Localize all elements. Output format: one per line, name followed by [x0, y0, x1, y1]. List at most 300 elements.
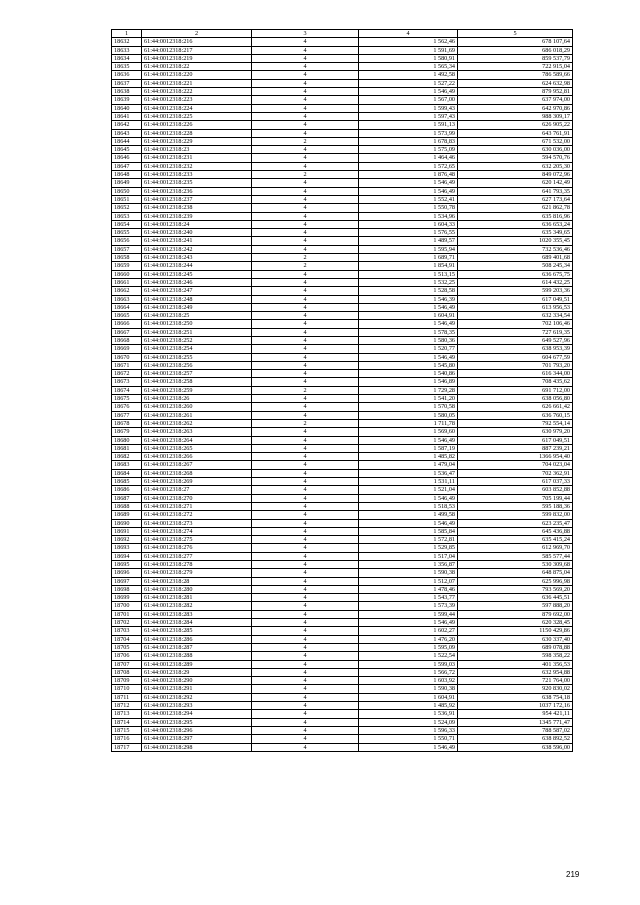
table-cell: 61:44:0012318:275: [142, 536, 252, 544]
table-cell: 689 078,88: [458, 643, 573, 651]
table-cell: 603 852,88: [458, 486, 573, 494]
table-cell: 613 956,53: [458, 303, 573, 311]
table-cell: 4: [252, 270, 359, 278]
table-cell: 4: [252, 643, 359, 651]
table-cell: 18670: [112, 353, 142, 361]
table-cell: 636 653,24: [458, 220, 573, 228]
table-row: [112, 668, 573, 676]
table-cell: 635 415,24: [458, 536, 573, 544]
table-cell: 1 576,55: [359, 229, 458, 237]
table-cell: 18647: [112, 162, 142, 170]
table-row: [112, 585, 573, 593]
table-cell: 61:44:0012318:23: [142, 146, 252, 154]
table-cell: 61:44:0012318:280: [142, 585, 252, 593]
table-cell: 1 546,49: [359, 619, 458, 627]
table-cell: 61:44:0012318:268: [142, 469, 252, 477]
table-cell: 1 546,49: [359, 519, 458, 527]
table-cell: 630 979,20: [458, 428, 573, 436]
table-cell: 61:44:0012318:244: [142, 262, 252, 270]
table-row: [112, 610, 573, 618]
table-cell: 18680: [112, 436, 142, 444]
table-cell: 4: [252, 478, 359, 486]
table-row: [112, 569, 573, 577]
table-cell: 18711: [112, 693, 142, 701]
table-cell: 61:44:0012318:295: [142, 718, 252, 726]
table-cell: 61:44:0012318:238: [142, 204, 252, 212]
table-cell: 638 892,52: [458, 735, 573, 743]
table-cell: 18677: [112, 411, 142, 419]
table-cell: 1 485,82: [359, 453, 458, 461]
table-cell: 61:44:0012318:242: [142, 245, 252, 253]
table-row: [112, 710, 573, 718]
table-cell: 61:44:0012318:288: [142, 652, 252, 660]
table-cell: 4: [252, 635, 359, 643]
table-row: [112, 312, 573, 320]
table-cell: 1 580,91: [359, 54, 458, 62]
table-cell: 18635: [112, 63, 142, 71]
table-cell: 1150 429,86: [458, 627, 573, 635]
table-row: [112, 561, 573, 569]
table-cell: 689 401,68: [458, 254, 573, 262]
table-cell: 4: [252, 129, 359, 137]
table-cell: 4: [252, 677, 359, 685]
table-cell: 4: [252, 146, 359, 154]
table-cell: 61:44:0012318:247: [142, 287, 252, 295]
column-header: 4: [359, 30, 458, 38]
table-cell: 1 711,78: [359, 419, 458, 427]
table-cell: 508 245,34: [458, 262, 573, 270]
table-cell: 61:44:0012318:239: [142, 212, 252, 220]
table-cell: 18659: [112, 262, 142, 270]
table-row: [112, 411, 573, 419]
table-row: [112, 403, 573, 411]
table-cell: 61:44:0012318:258: [142, 378, 252, 386]
table-cell: 1 580,36: [359, 336, 458, 344]
table-cell: 1 689,71: [359, 254, 458, 262]
table-cell: 61:44:0012318:259: [142, 386, 252, 394]
table-cell: 626 905,22: [458, 121, 573, 129]
table-cell: 621 862,78: [458, 204, 573, 212]
table-cell: 4: [252, 345, 359, 353]
table-row: [112, 187, 573, 195]
table-cell: 4: [252, 660, 359, 668]
table-cell: 4: [252, 320, 359, 328]
table-cell: 18672: [112, 370, 142, 378]
table-cell: 630 337,40: [458, 635, 573, 643]
table-cell: 18687: [112, 494, 142, 502]
table-cell: 4: [252, 237, 359, 245]
table-row: [112, 552, 573, 560]
table-row: [112, 295, 573, 303]
table-cell: 61:44:0012318:229: [142, 137, 252, 145]
table-cell: 1 543,77: [359, 594, 458, 602]
table-cell: 4: [252, 743, 359, 751]
table-cell: 61:44:0012318:216: [142, 38, 252, 46]
table-cell: 1 591,69: [359, 46, 458, 54]
table-row: [112, 743, 573, 751]
table-cell: 18637: [112, 79, 142, 87]
table-cell: 18683: [112, 461, 142, 469]
table-cell: 18645: [112, 146, 142, 154]
table-cell: 1 476,20: [359, 635, 458, 643]
table-cell: 18679: [112, 428, 142, 436]
table-cell: 18713: [112, 710, 142, 718]
table-row: [112, 602, 573, 610]
table-row: [112, 121, 573, 129]
table-cell: 61:44:0012318:290: [142, 677, 252, 685]
table-cell: 4: [252, 395, 359, 403]
table-cell: 4: [252, 79, 359, 87]
table-cell: 18639: [112, 96, 142, 104]
table-cell: 1 520,77: [359, 345, 458, 353]
table-cell: 4: [252, 88, 359, 96]
table-cell: 4: [252, 187, 359, 195]
table-row: [112, 320, 573, 328]
table-cell: 18716: [112, 735, 142, 743]
table-cell: 61:44:0012318:296: [142, 726, 252, 734]
table-cell: 1 590,38: [359, 569, 458, 577]
table-cell: 18669: [112, 345, 142, 353]
table-cell: 18707: [112, 660, 142, 668]
table-cell: 1 599,03: [359, 660, 458, 668]
table-cell: 1 532,25: [359, 278, 458, 286]
table-row: [112, 245, 573, 253]
table-row: [112, 270, 573, 278]
table-cell: 61:44:0012318:286: [142, 635, 252, 643]
table-cell: 1 595,94: [359, 245, 458, 253]
table-cell: 1 580,05: [359, 411, 458, 419]
table-row: [112, 179, 573, 187]
table-cell: 18699: [112, 594, 142, 602]
table-cell: 61:44:0012318:284: [142, 619, 252, 627]
table-row: [112, 345, 573, 353]
table-cell: 1 590,38: [359, 685, 458, 693]
table-cell: 4: [252, 536, 359, 544]
table-cell: 1 729,28: [359, 386, 458, 394]
table-cell: 4: [252, 594, 359, 602]
table-cell: 18666: [112, 320, 142, 328]
table-cell: 616 344,00: [458, 370, 573, 378]
table-cell: 671 532,00: [458, 137, 573, 145]
table-cell: 18689: [112, 511, 142, 519]
table-cell: 1 546,49: [359, 353, 458, 361]
table-cell: 61:44:0012318:237: [142, 195, 252, 203]
table-cell: 1 876,48: [359, 171, 458, 179]
table-row: [112, 88, 573, 96]
table-cell: 61:44:0012318:267: [142, 461, 252, 469]
table-cell: 1 536,91: [359, 710, 458, 718]
table-cell: 61:44:0012318:257: [142, 370, 252, 378]
table-cell: 1 524,09: [359, 718, 458, 726]
table-cell: 18638: [112, 88, 142, 96]
table-row: [112, 461, 573, 469]
table-cell: 1 478,46: [359, 585, 458, 593]
table-cell: 18706: [112, 652, 142, 660]
table-cell: 1 499,58: [359, 511, 458, 519]
table-cell: 1 489,57: [359, 237, 458, 245]
table-cell: 18712: [112, 702, 142, 710]
table-row: [112, 112, 573, 120]
table-cell: 2: [252, 137, 359, 145]
table-cell: 61:44:0012318:249: [142, 303, 252, 311]
table-cell: 4: [252, 610, 359, 618]
table-cell: 18652: [112, 204, 142, 212]
table-row: [112, 278, 573, 286]
table-cell: 18697: [112, 577, 142, 585]
table-cell: 632 954,88: [458, 668, 573, 676]
table-row: [112, 677, 573, 685]
table-cell: 1345 771,47: [458, 718, 573, 726]
table-cell: 18632: [112, 38, 142, 46]
table-cell: 786 589,66: [458, 71, 573, 79]
table-cell: 623 235,47: [458, 519, 573, 527]
table-cell: 638 953,39: [458, 345, 573, 353]
table-cell: 61:44:0012318:248: [142, 295, 252, 303]
table-cell: 18657: [112, 245, 142, 253]
table-cell: 879 952,81: [458, 88, 573, 96]
table-cell: 18636: [112, 71, 142, 79]
table-row: [112, 386, 573, 394]
table-cell: 4: [252, 718, 359, 726]
table-cell: 793 569,20: [458, 585, 573, 593]
table-cell: 636 675,75: [458, 270, 573, 278]
table-row: [112, 469, 573, 477]
table-cell: 630 036,00: [458, 146, 573, 154]
table-cell: 61:44:0012318:279: [142, 569, 252, 577]
table-row: [112, 702, 573, 710]
table-cell: 18664: [112, 303, 142, 311]
table-cell: 61:44:0012318:298: [142, 743, 252, 751]
table-cell: 1 546,49: [359, 88, 458, 96]
table-row: [112, 544, 573, 552]
table-cell: 4: [252, 195, 359, 203]
table-cell: 61:44:0012318:289: [142, 660, 252, 668]
table-cell: 4: [252, 162, 359, 170]
table-cell: 61:44:0012318:281: [142, 594, 252, 602]
table-cell: 4: [252, 63, 359, 71]
table-cell: 4: [252, 652, 359, 660]
table-cell: 1 546,49: [359, 436, 458, 444]
table-cell: 1 518,53: [359, 502, 458, 510]
table-row: [112, 104, 573, 112]
table-cell: 1 573,99: [359, 129, 458, 137]
table-cell: 18717: [112, 743, 142, 751]
table-cell: 4: [252, 668, 359, 676]
table-cell: 61:44:0012318:251: [142, 328, 252, 336]
table-cell: 635 349,65: [458, 229, 573, 237]
table-cell: 1 567,00: [359, 96, 458, 104]
table-cell: 61:44:0012318:262: [142, 419, 252, 427]
table-row: [112, 511, 573, 519]
table-cell: 2: [252, 254, 359, 262]
table-cell: 61:44:0012318:219: [142, 54, 252, 62]
table-cell: 887 239,21: [458, 444, 573, 452]
table-cell: 18702: [112, 619, 142, 627]
table-cell: 61:44:0012318:25: [142, 312, 252, 320]
table-cell: 1 572,81: [359, 536, 458, 544]
table-row: [112, 660, 573, 668]
table-row: [112, 162, 573, 170]
table-cell: 1 604,91: [359, 312, 458, 320]
table-cell: 988 309,17: [458, 112, 573, 120]
table-cell: 61:44:0012318:24: [142, 220, 252, 228]
table-cell: 18681: [112, 444, 142, 452]
table-row: [112, 38, 573, 46]
table-cell: 4: [252, 121, 359, 129]
table-row: [112, 693, 573, 701]
table-cell: 1 604,91: [359, 693, 458, 701]
table-cell: 859 537,79: [458, 54, 573, 62]
table-cell: 1 545,80: [359, 361, 458, 369]
table-cell: 4: [252, 336, 359, 344]
table-cell: 4: [252, 278, 359, 286]
table-cell: 1 531,11: [359, 478, 458, 486]
table-cell: 61:44:0012318:276: [142, 544, 252, 552]
table-cell: 1020 355,45: [458, 237, 573, 245]
table-cell: 598 358,22: [458, 652, 573, 660]
table-cell: 4: [252, 693, 359, 701]
table-cell: 617 049,51: [458, 295, 573, 303]
table-cell: 643 761,91: [458, 129, 573, 137]
table-cell: 61:44:0012318:240: [142, 229, 252, 237]
table-row: [112, 71, 573, 79]
table-cell: 61:44:0012318:272: [142, 511, 252, 519]
table-cell: 18654: [112, 220, 142, 228]
table-cell: 4: [252, 453, 359, 461]
table-cell: 61:44:0012318:283: [142, 610, 252, 618]
table-cell: 4: [252, 444, 359, 452]
table-cell: 61:44:0012318:250: [142, 320, 252, 328]
table-cell: 4: [252, 710, 359, 718]
table-cell: 4: [252, 627, 359, 635]
table-cell: 4: [252, 54, 359, 62]
table-cell: 4: [252, 511, 359, 519]
table-row: [112, 336, 573, 344]
table-cell: 954 421,11: [458, 710, 573, 718]
table-cell: 1 596,33: [359, 726, 458, 734]
table-cell: 704 023,04: [458, 461, 573, 469]
table-cell: 1 578,35: [359, 328, 458, 336]
table-row: [112, 436, 573, 444]
table-cell: 18698: [112, 585, 142, 593]
table-cell: 61:44:0012318:274: [142, 527, 252, 535]
table-cell: 4: [252, 411, 359, 419]
table-cell: 1 546,49: [359, 743, 458, 751]
table-row: [112, 237, 573, 245]
column-header: 5: [458, 30, 573, 38]
table-cell: 18695: [112, 561, 142, 569]
table-cell: 61:44:0012318:26: [142, 395, 252, 403]
table-body: [112, 38, 573, 752]
table-cell: 61:44:0012318:27: [142, 486, 252, 494]
table-cell: 61:44:0012318:228: [142, 129, 252, 137]
table-cell: 1 570,58: [359, 403, 458, 411]
table-cell: 61:44:0012318:22: [142, 63, 252, 71]
table-cell: 18696: [112, 569, 142, 577]
table-cell: 18705: [112, 643, 142, 651]
table-cell: 1 527,22: [359, 79, 458, 87]
table-cell: 1 602,27: [359, 627, 458, 635]
table-cell: 4: [252, 220, 359, 228]
table-cell: 1 546,49: [359, 320, 458, 328]
table-cell: 1 552,41: [359, 195, 458, 203]
table-cell: 635 816,96: [458, 212, 573, 220]
table-cell: 18685: [112, 478, 142, 486]
table-cell: 4: [252, 179, 359, 187]
table-cell: 1 566,72: [359, 668, 458, 676]
table-cell: 849 072,96: [458, 171, 573, 179]
table-cell: 4: [252, 569, 359, 577]
table-cell: 401 356,53: [458, 660, 573, 668]
table-cell: 1 585,84: [359, 527, 458, 535]
table-cell: 788 587,02: [458, 726, 573, 734]
table-cell: 920 830,02: [458, 685, 573, 693]
table-cell: 614 432,25: [458, 278, 573, 286]
table-cell: 1 572,65: [359, 162, 458, 170]
table-cell: 2: [252, 171, 359, 179]
table-row: [112, 204, 573, 212]
table-cell: 61:44:0012318:220: [142, 71, 252, 79]
table-cell: 2: [252, 386, 359, 394]
table-cell: 595 188,36: [458, 502, 573, 510]
table-cell: 1 528,58: [359, 287, 458, 295]
column-header: 3: [252, 30, 359, 38]
table-cell: 604 677,59: [458, 353, 573, 361]
table-cell: 18640: [112, 104, 142, 112]
table-cell: 1 546,49: [359, 187, 458, 195]
table-cell: 18648: [112, 171, 142, 179]
table-row: [112, 735, 573, 743]
table-cell: 61:44:0012318:263: [142, 428, 252, 436]
table-cell: 686 018,29: [458, 46, 573, 54]
table-cell: 61:44:0012318:241: [142, 237, 252, 245]
table-row: [112, 212, 573, 220]
table-row: [112, 129, 573, 137]
table-cell: 4: [252, 287, 359, 295]
table-cell: 61:44:0012318:225: [142, 112, 252, 120]
table-cell: 18709: [112, 677, 142, 685]
table-cell: 61:44:0012318:243: [142, 254, 252, 262]
table-cell: 1 597,43: [359, 112, 458, 120]
table-cell: 18704: [112, 635, 142, 643]
table-cell: 620 142,49: [458, 179, 573, 187]
table-cell: 637 974,00: [458, 96, 573, 104]
table-cell: 1 854,91: [359, 262, 458, 270]
table-cell: 61:44:0012318:29: [142, 668, 252, 676]
table-cell: 4: [252, 403, 359, 411]
table-row: [112, 453, 573, 461]
table-cell: 638 056,80: [458, 395, 573, 403]
table-cell: 4: [252, 469, 359, 477]
table-cell: 1 512,07: [359, 577, 458, 585]
table-cell: 701 793,20: [458, 361, 573, 369]
table-cell: 4: [252, 38, 359, 46]
table-row: [112, 478, 573, 486]
table-cell: 1 599,44: [359, 610, 458, 618]
table-row: [112, 502, 573, 510]
table-cell: 1 569,60: [359, 428, 458, 436]
table-cell: 18671: [112, 361, 142, 369]
table-cell: 4: [252, 428, 359, 436]
table-cell: 4: [252, 436, 359, 444]
table-row: [112, 262, 573, 270]
table-cell: 18649: [112, 179, 142, 187]
table-cell: 18643: [112, 129, 142, 137]
table-cell: 18662: [112, 287, 142, 295]
table-cell: 18682: [112, 453, 142, 461]
table-cell: 2: [252, 262, 359, 270]
table-cell: 727 619,35: [458, 328, 573, 336]
